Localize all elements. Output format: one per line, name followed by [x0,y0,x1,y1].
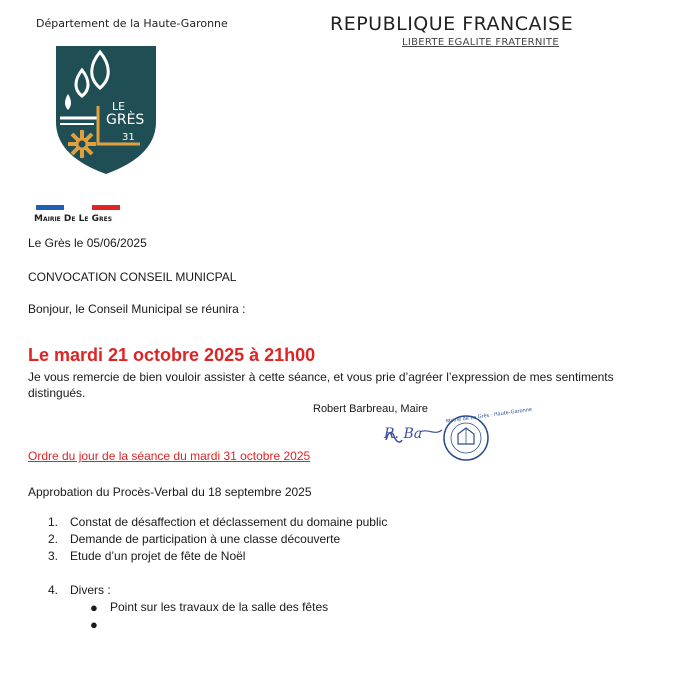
list-label: Demande de participation à une classe découverte [70,532,341,546]
municipal-logo [54,44,158,176]
signer-name: Robert Barbreau, Maire [313,403,428,415]
bullet-label: Point sur les travaux de la salle des fêtes [110,600,329,614]
list-item [48,531,387,548]
french-flag-bar [36,205,120,210]
divers-list [48,582,111,599]
agenda-title: Ordre du jour de la séance du mardi 31 octobre 2025 [28,449,311,463]
body-paragraph: Je vous remercie de bien vouloir assister à cette séance, et vous prie d’agréer l’expression de mes sentiments distingués. [28,370,614,400]
subject-line: CONVOCATION CONSEIL MUNICPAL [28,270,237,284]
divers-bullets [90,599,329,632]
list-number: 2. [48,532,59,546]
list-number: 4. [48,583,59,597]
greeting: Bonjour, le Conseil Municipal se réunira : [28,302,246,316]
bullet-icon: ● [90,617,98,632]
approval-line: Approbation du Procès-Verbal du 18 septembre 2025 [28,485,312,499]
logo-line3: 31 [122,132,135,143]
republic-motto: LIBERTE EGALITE FRATERNITE [402,37,559,48]
meeting-headline: Le mardi 21 octobre 2025 à 21h00 [28,345,316,365]
logo-line1: LE [112,100,126,113]
list-item [48,514,387,531]
signature-stamp [380,406,533,465]
republic-title: REPUBLIQUE FRANCAISE [330,13,574,35]
stamp-text: Mairie de Le Grès · Haute-Garonne [445,406,533,425]
bullet-icon: ● [90,600,98,615]
mairie-label: Mairie De Le Gres [34,214,113,224]
place-date: Le Grès le 05/06/2025 [28,236,147,250]
list-item [48,582,111,599]
list-label: Divers : [70,583,111,597]
department-label: Département de la Haute-Garonne [36,17,228,30]
list-label: Etude d’un projet de fête de Noël [70,549,246,563]
list-number: 1. [48,515,59,529]
logo-line2: GRÈS [106,112,145,128]
list-item [48,548,387,565]
bullet-item [90,599,328,616]
list-number: 3. [48,549,59,563]
agenda-list [48,514,387,565]
list-label: Constat de désaffection et déclassement du domaine public [70,515,388,529]
signature-text: R. Ba [384,426,423,442]
